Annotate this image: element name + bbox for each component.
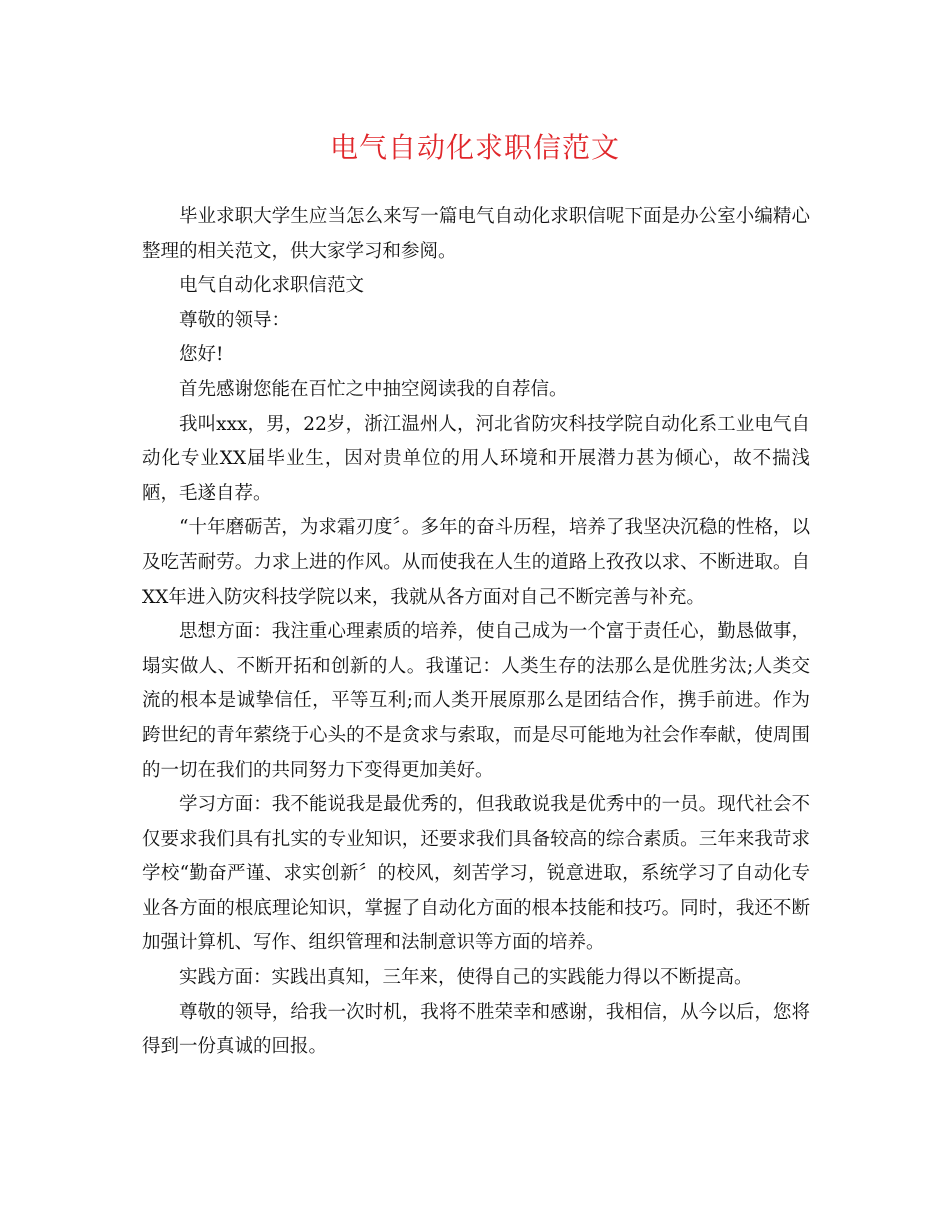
character-paragraph: “十年磨砺苦，为求霜刃度〞。多年的奋斗历程，培养了我坚决沉稳的性格，以及吃苦耐劳。力求上进的作风。从而使我在人生的道路上孜孜以求、不断进取。自XX年进入防灾科技学院以来，我就从各方面对自己不断完善与补充。 bbox=[142, 517, 810, 608]
ideology-paragraph: 思想方面：我注重心理素质的培养，使自己成为一个富于责任心，勤恳做事，塌实做人、不断开拓和创新的人。我谨记：人类生存的法那么是优胜劣汰;人类交流的根本是诚挚信任，平等互利;而人类开展原那么是团结合作，携手前进。作为跨世纪的青年萦绕于心头的不是贪求与索取，而是尽可能地为社会作奉献，使周围的一切在我们的共同努力下变得更加美好。 bbox=[142, 621, 810, 781]
subtitle-line: 电气自动化求职信范文 bbox=[179, 275, 365, 297]
closing-paragraph: 尊敬的领导，给我一次时机，我将不胜荣幸和感谢，我相信，从今以后，您将得到一份真诚的回报。 bbox=[142, 1001, 810, 1058]
self-introduction-paragraph: 我叫xxx，男，22岁，浙江温州人，河北省防灾科技学院自动化系工业电气自动化专业XX届毕业生，因对贵单位的用人环境和开展潜力甚为倾心，故不揣浅陋，毛遂自荐。 bbox=[142, 413, 810, 504]
thanks-paragraph: 首先感谢您能在百忙之中抽空阅读我的自荐信。 bbox=[179, 378, 568, 400]
salutation: 尊敬的领导： bbox=[179, 309, 291, 331]
document-title: 电气自动化求职信范文 bbox=[329, 131, 620, 164]
practice-paragraph: 实践方面：实践出真知，三年来，使得自己的实践能力得以不断提高。 bbox=[179, 967, 753, 989]
intro-paragraph: 毕业求职大学生应当怎么来写一篇电气自动化求职信呢下面是办公室小编精心整理的相关范文，供大家学习和参阅。 bbox=[142, 206, 810, 262]
study-paragraph: 学习方面：我不能说我是最优秀的，但我敢说我是优秀中的一员。现代社会不仅要求我们具有扎实的专业知识，还要求我们具备较高的综合素质。三年来我苛求学校“勤奋严谨、求实创新〞的校风，刻苦学习，锐意进取，系统学习了自动化专业各方面的根底理论知识，掌握了自动化方面的根本技能和技巧。同时，我还不断加强计算机、写作、组织管理和法制意识等方面的培养。 bbox=[142, 794, 810, 954]
greeting: 您好! bbox=[179, 344, 224, 366]
document-body bbox=[142, 200, 810, 1065]
